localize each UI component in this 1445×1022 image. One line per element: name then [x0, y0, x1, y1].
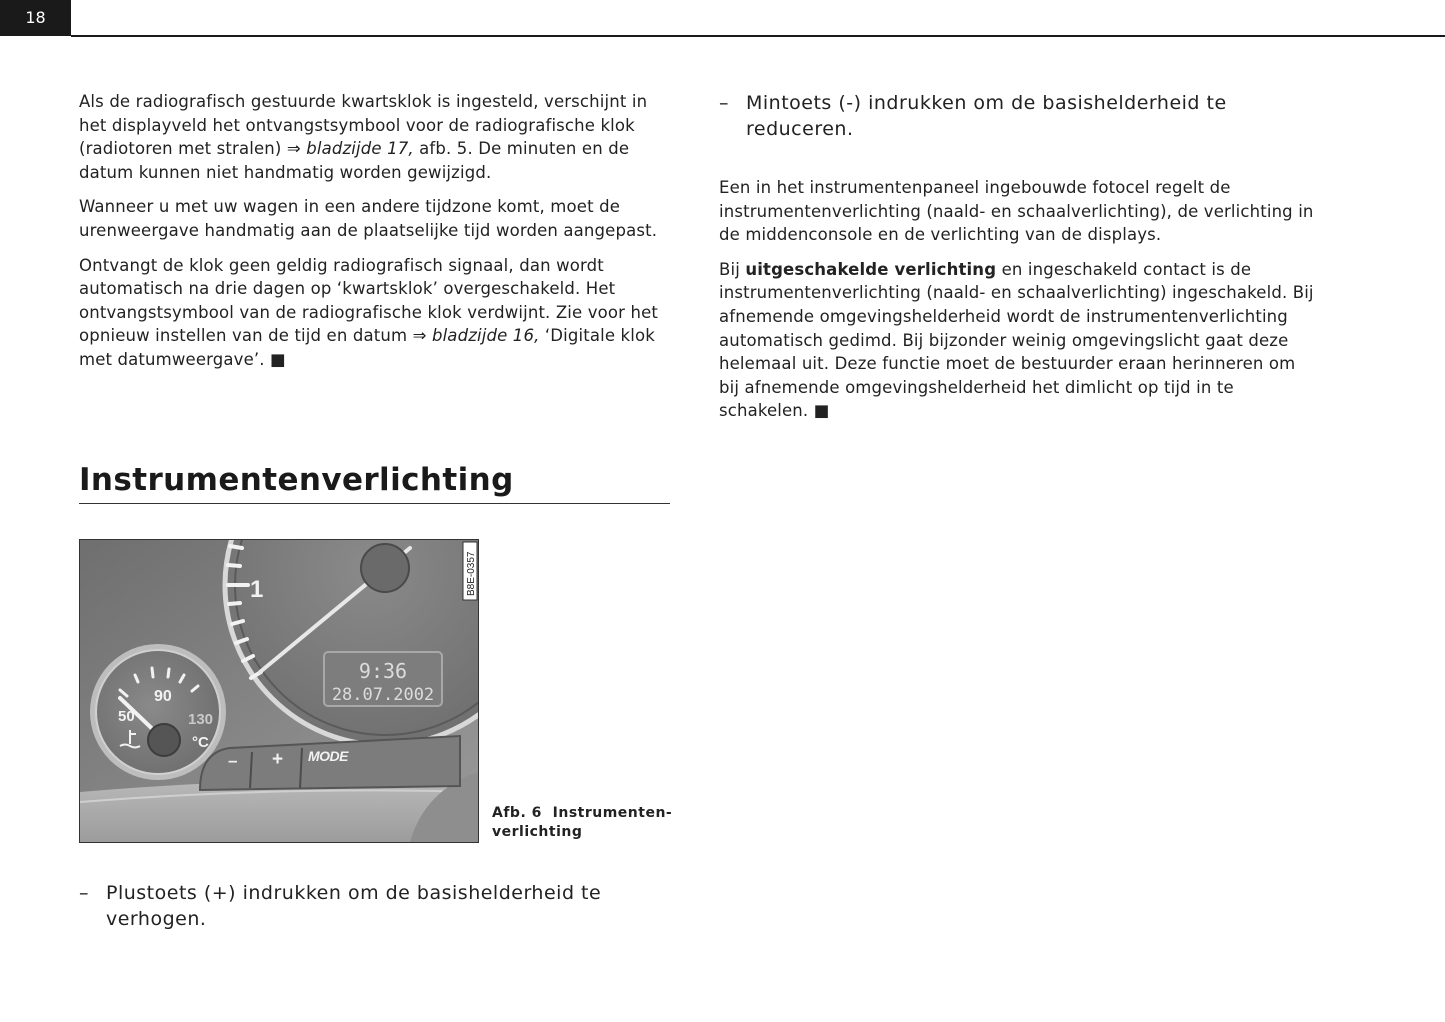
paragraph-text: afb. 5. De minuten en de datum kunnen niet handmatig worden gewijzigd.	[79, 139, 630, 182]
figure-caption	[492, 804, 672, 842]
step-plus	[79, 880, 679, 932]
step-minus	[719, 90, 1299, 142]
caption-text-1: Instrumenten-	[552, 805, 673, 821]
page-number: 18	[0, 0, 71, 36]
caption-label: Afb. 6	[492, 805, 542, 821]
paragraph-text: Bij	[719, 259, 746, 279]
paragraph-text: en ingeschakeld contact is de instrumentenverlichting (naald- en schaalverlichting) ingeschakeld. Bij afnemende omgevingshelderheid wordt de instrumentenverlichting automatisch gedimd. Bij bijzonder weinig omgevingslicht gaat deze helemaal uit. Deze functie moet de bestuurder eraan herinneren om bij afnemende omgevingshelderheid het dimlicht op tijd in te schakelen. ■	[719, 259, 1314, 421]
temp-label-130: 130	[188, 711, 214, 728]
paragraph-text: Als de radiografisch gestuurde kwartsklok is ingesteld, verschijnt in het displayveld het ontvangstsymbool voor de radiografische klok (radiotoren met stralen) ⇒	[79, 92, 648, 159]
caption-text-2: verlichting	[492, 824, 583, 840]
display-date: 28.07.2002	[331, 685, 435, 705]
step-dash: –	[719, 92, 729, 114]
plus-button[interactable]: +	[272, 749, 284, 770]
section-title: Instrumentenverlichting	[79, 462, 514, 498]
paragraph-fotocel: Een in het instrumentenpaneel ingebouwde fotocel regelt de instrumentenverlichting (naald- en schaalverlichting), de verlichting in de middenconsole en de verlichting van de displays.	[719, 178, 1314, 245]
display-time: 9:36	[358, 659, 408, 683]
scale-label: 1	[250, 576, 264, 603]
step-dash: –	[79, 882, 89, 904]
instrument-cluster-illustration	[80, 540, 478, 842]
left-column	[79, 90, 671, 383]
step-minus-text: Mintoets (-) indrukken om de basishelderheid te reduceren.	[746, 92, 1227, 140]
page-reference[interactable]: bladzijde 17,	[306, 139, 414, 159]
paragraph-text: ‘Digitale klok met datumweergave’. ■	[79, 326, 655, 369]
temp-label-50: 50	[118, 708, 135, 725]
header-rule	[71, 35, 1445, 37]
page-reference[interactable]: bladzijde 16,	[431, 326, 540, 346]
figure-code: B8E-0357	[466, 551, 477, 596]
mode-button[interactable]: MODE	[308, 748, 348, 764]
temp-label-90: 90	[154, 688, 172, 705]
paragraph-timezone: Wanneer u met uw wagen in een andere tijdzone komt, moet de urenweergave handmatig aan de plaatselijke tijd worden aangepast.	[79, 197, 658, 240]
right-column	[719, 90, 1319, 434]
paragraph-no-signal	[79, 254, 671, 372]
bold-term: uitgeschakelde verlichting	[745, 259, 997, 279]
paragraph-dimming	[719, 258, 1319, 423]
instrument-cluster-figure	[79, 539, 479, 843]
section-title-rule	[79, 503, 670, 504]
paragraph-text: Ontvangt de klok geen geldig radiografisch signaal, dan wordt automatisch na drie dagen op ‘kwartsklok’ overgeschakeld. Het ontvangstsymbool van de radiografische klok verdwijnt. Zie voor het opnieuw instellen van de tijd en datum ⇒	[79, 255, 658, 346]
temp-label-unit: °C	[192, 734, 209, 751]
minus-button[interactable]: –	[228, 751, 238, 770]
paragraph-radio-clock	[79, 90, 671, 184]
step-plus-text: Plustoets (+) indrukken om de basishelderheid te verhogen.	[106, 882, 602, 930]
